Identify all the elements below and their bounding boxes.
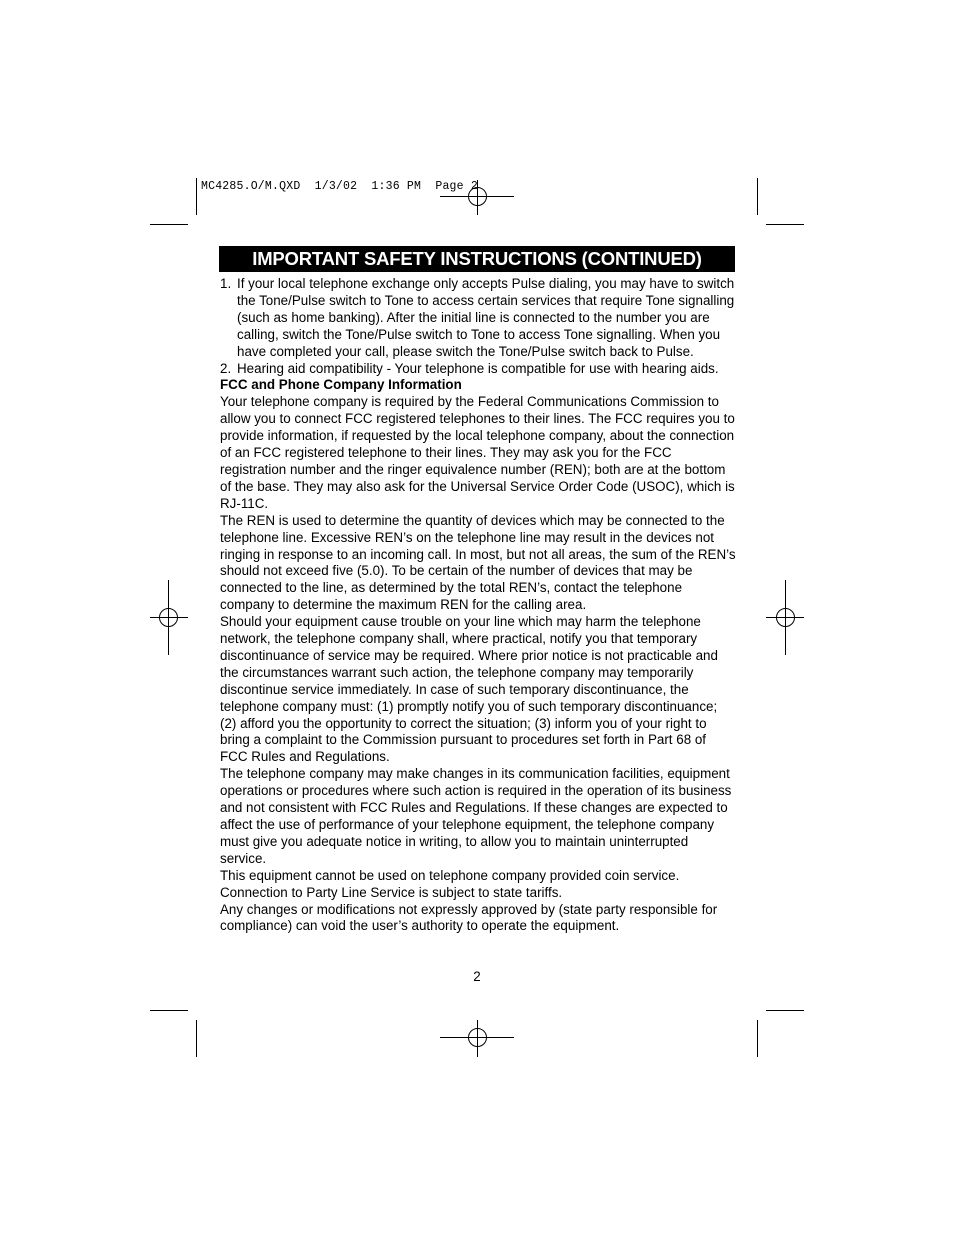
paragraph: Should your equipment cause trouble on your line which may harm the telephone network, the telephone company shall, where practical, notify you that temporary discontinuance of service may be required. Where prior notice is not practicable and the circumstances warrant such action, the telephone company may temporarily discontinue service immediately. In case of such temporary discontinuance, the telephone company must: (1) promptly notify you of such temporary discontinuance; (2) afford you the opportunity to correct the situation; (3) inform you of your right to bring a complaint to the Commission pursuant to procedures set forth in Part 68 of FCC Rules and Regulations. (220, 614, 718, 765)
page-content (220, 276, 736, 935)
registration-mark-right (766, 580, 804, 655)
fcc-heading: FCC and Phone Company Information (220, 377, 462, 393)
page-number: 2 (473, 969, 481, 984)
registration-mark-left (150, 580, 188, 655)
list-item-text: If your local telephone exchange only accepts Pulse dialing, you may have to switch the Tone/Pulse switch to Tone to access certain services that require Tone signalling (such as home banking). After the initial line is connected to the number you are calling, switch the Tone/Pulse switch to Tone to access Tone signalling. When you have completed your call, please switch the Tone/Pulse switch back to Pulse. (237, 276, 735, 359)
paragraph: The REN is used to determine the quantity of devices which may be connected to the telephone line. Excessive REN’s on the telephone line may result in the devices not ringing in response to an incoming call. In most, but not all areas, the sum of the REN’s should not exceed five (5.0). To be certain of the number of devices that may be connected to the line, as determined by the total REN’s, contact the telephone company to determine the maximum REN for the calling area. (220, 512, 736, 613)
list-item-number: 2. (220, 360, 232, 376)
list-item-text: Hearing aid compatibility - Your telephone is compatible for use with hearing aids. (237, 360, 719, 376)
section-banner: IMPORTANT SAFETY INSTRUCTIONS (CONTINUED) (219, 246, 735, 272)
paragraph: The telephone company may make changes in its communication facilities, equipment operations or procedures where such action is required in the operation of its business and not consistent with FCC Rules and Regulations. If these changes are expected to affect the use of performance of your telephone equipment, the telephone company must give you adequate notice in writing, to allow you to maintain uninterrupted service. (220, 766, 732, 866)
registration-mark-bottom (440, 1020, 514, 1057)
list-item (220, 361, 736, 378)
list-item-number: 1. (220, 276, 232, 291)
file-slug: MC4285.O/M.QXD 1/3/02 1:36 PM Page 2 (201, 180, 478, 193)
paragraph: Your telephone company is required by the Federal Communications Commission to allow you to connect FCC registered telephones to their lines. The FCC requires you to provide information, if requested by the local telephone company, about the connection of an FCC registered telephone to their lines. They may ask you for the FCC registration number and the ringer equivalence number (REN); both are at the bottom of the base. They may also ask for the Universal Service Order Code (USOC), which is RJ-11C. (220, 394, 735, 511)
paragraph: Any changes or modifications not expressly approved by (state party responsible for compliance) can void the user’s authority to operate the equipment. (220, 901, 718, 934)
list-item (220, 276, 736, 361)
paragraph: This equipment cannot be used on telephone company provided coin service. Connection to Party Line Service is subject to state tariffs. (220, 867, 680, 900)
